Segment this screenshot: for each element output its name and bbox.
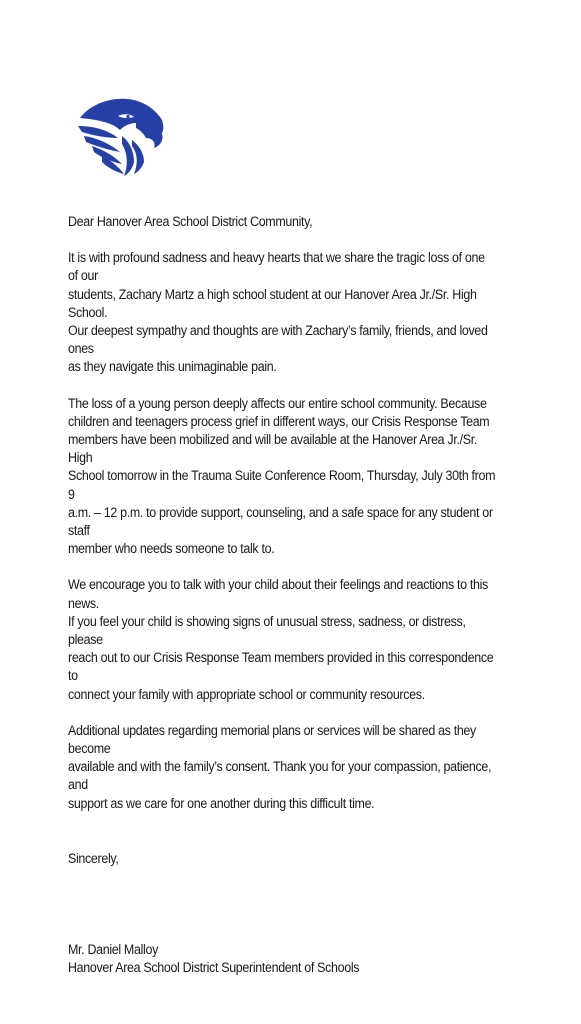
letter-paragraph-3: We encourage you to talk with your child about their feelings and reactions to this news. If you feel your child is showing signs of unusual stress, sadness, or distress, please reach out to our Crisis Response Team members provided in this correspondence to connect your family with appropriate school or community resources.: [68, 577, 494, 702]
eagle-logo-icon: [74, 96, 166, 176]
letter-salutation: Dear Hanover Area School District Community,: [68, 214, 313, 229]
letter-closing: Sincerely,: [68, 850, 119, 866]
letter-paragraph-4: Additional updates regarding memorial plans or services will be shared as they become available and with the family’s consent. Thank you for your compassion, patience, and support as we care for one another during this difficult time.: [68, 722, 492, 811]
letter-paragraph-2: The loss of a young person deeply affects our entire school community. Because children and teenagers process grief in different ways, our Crisis Response Team members have been mobilized and will be available at the Hanover Area Jr./Sr. High School tomorrow in the Trauma Suite Conference Room, Thursday, July 30th from 9 a.m. – 12 p.m. to provide support, counseling, and a safe space for any student or staff member who needs someone to talk to.: [68, 395, 496, 557]
signer-name: Mr. Daniel Malloy: [68, 942, 158, 958]
letter-paragraph-1: It is with profound sadness and heavy hearts that we share the tragic loss of one of our students, Zachary Martz a high school student at our Hanover Area Jr./Sr. High School. Our deepest sympathy and thoughts are with Zachary’s family, friends, and loved ones as they navigate this unimaginable pain.: [68, 250, 488, 375]
signer-title: Hanover Area School District Superintendent of Schools: [68, 960, 360, 976]
letter-body: [68, 213, 496, 978]
